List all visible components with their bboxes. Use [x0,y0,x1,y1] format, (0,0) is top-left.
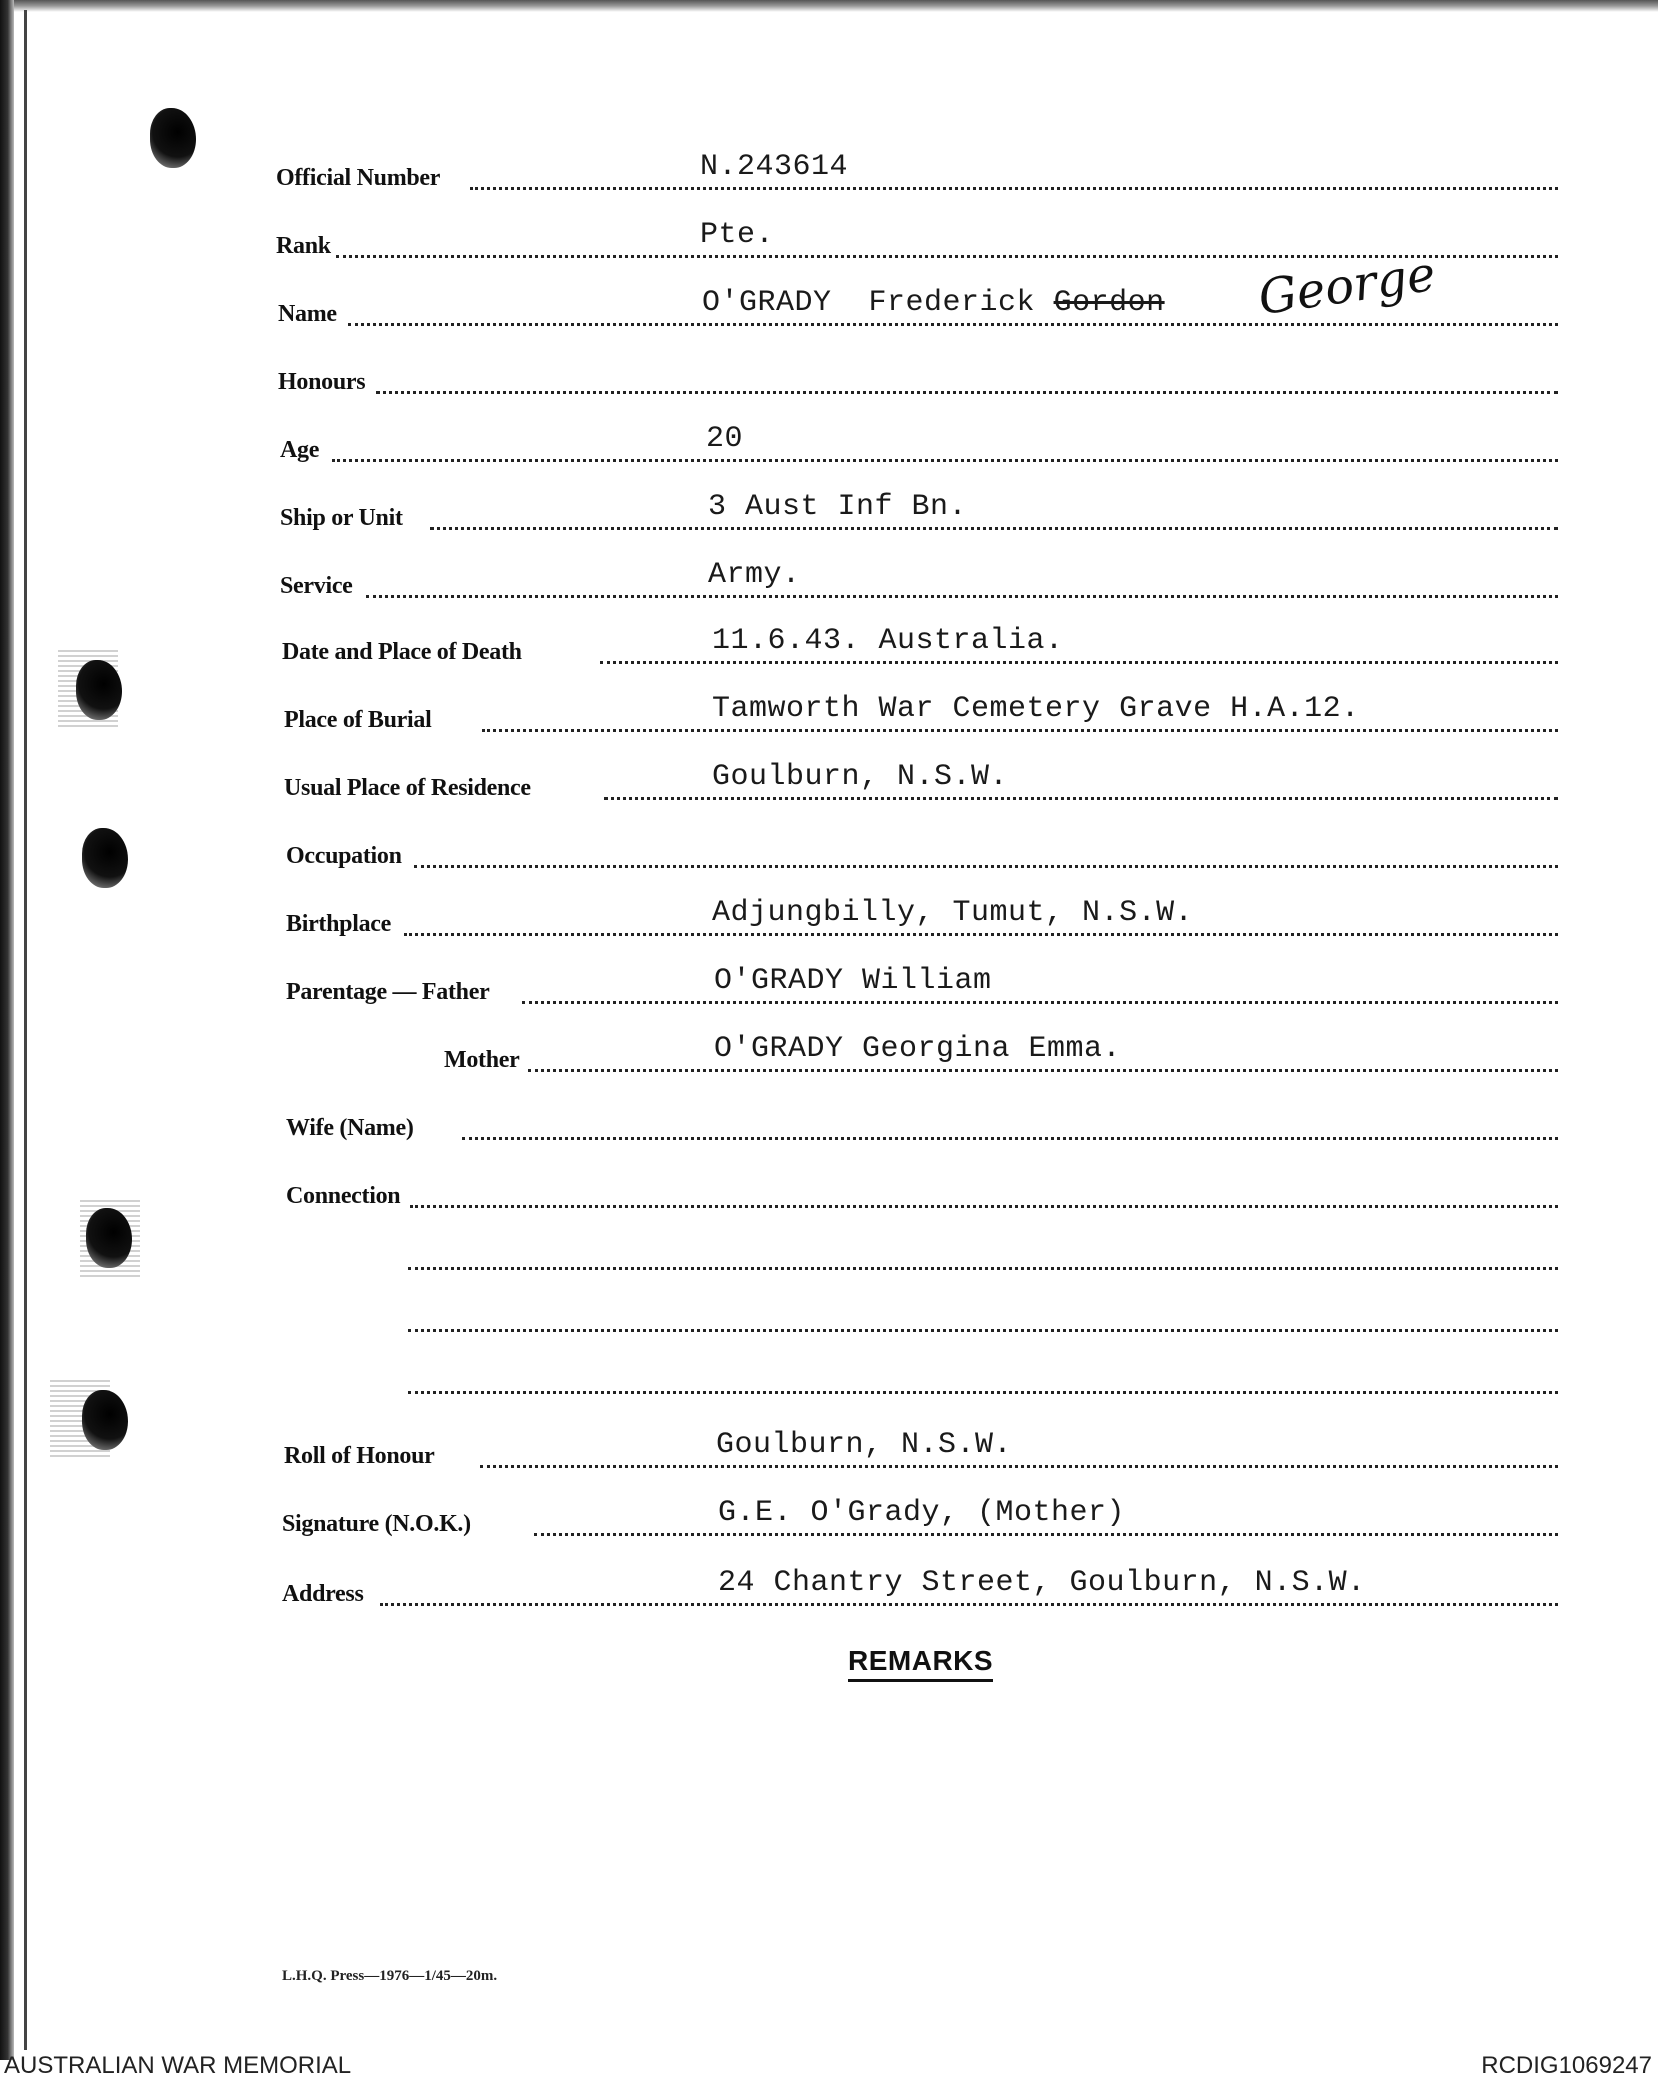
field-address [0,1554,1658,1614]
dotted-line [408,1391,1558,1394]
remarks-heading: REMARKS [848,1645,993,1682]
dotted-line [414,865,1558,868]
dotted-line [600,661,1558,664]
dotted-line [410,1205,1558,1208]
dotted-line [404,933,1558,936]
label-parentage-father: Parentage — Father [286,979,490,1005]
field-signature [0,1484,1658,1544]
field-wife [0,1088,1658,1148]
archive-credit: AUSTRALIAN WAR MEMORIAL [4,2052,352,2079]
label-name: Name [278,301,337,327]
connection-line-4 [0,1342,1658,1402]
printer-imprint: L.H.Q. Press—1976—1/45—20m. [282,1968,498,1984]
dotted-line [462,1137,1558,1140]
value-name-struck: Gordon [1053,286,1165,320]
label-usual-residence: Usual Place of Residence [284,775,531,801]
dotted-line [522,1001,1558,1004]
label-birthplace: Birthplace [286,911,391,937]
value-date-place-death: 11.6.43. Australia. [712,624,1064,658]
label-mother: Mother [444,1047,520,1073]
dotted-line [366,595,1558,598]
dotted-line [534,1533,1558,1536]
label-ship-or-unit: Ship or Unit [280,505,403,531]
field-parentage-father [0,952,1658,1012]
label-occupation: Occupation [286,843,402,869]
label-age: Age [280,437,320,463]
label-place-of-burial: Place of Burial [284,707,432,733]
dotted-line [332,459,1558,462]
value-service: Army. [708,558,801,592]
label-connection: Connection [286,1183,401,1209]
field-ship-or-unit [0,478,1658,538]
dotted-line [482,729,1558,732]
value-address: 24 Chantry Street, Goulburn, N.S.W. [718,1566,1366,1600]
label-service: Service [280,573,353,599]
label-address: Address [282,1581,364,1607]
archive-id: RCDIG1069247 [1481,2052,1652,2079]
label-roll-of-honour: Roll of Honour [284,1443,435,1469]
value-signature: G.E. O'Grady, (Mother) [718,1496,1126,1530]
connection-line-3 [0,1280,1658,1340]
label-official-number: Official Number [276,165,441,191]
value-name-text: O'GRADY Frederick [702,286,1054,320]
value-roll-of-honour: Goulburn, N.S.W. [716,1428,1013,1462]
field-usual-residence [0,748,1658,808]
field-mother [0,1020,1658,1080]
value-birthplace: Adjungbilly, Tumut, N.S.W. [712,896,1194,930]
field-service [0,546,1658,606]
field-age [0,410,1658,470]
label-signature: Signature (N.O.K.) [282,1511,471,1537]
dotted-line [430,527,1558,530]
value-ship-or-unit: 3 Aust Inf Bn. [708,490,968,524]
connection-line-2 [0,1218,1658,1278]
value-age: 20 [706,422,744,456]
scan-edge-top [0,0,1658,12]
field-birthplace [0,884,1658,944]
value-official-number: N.243614 [700,150,849,184]
field-honours [0,342,1658,402]
dotted-line [604,797,1558,800]
dotted-line [528,1069,1558,1072]
dotted-line [380,1603,1558,1606]
field-connection [0,1156,1658,1216]
field-official-number [0,138,1658,198]
label-date-place-death: Date and Place of Death [282,639,522,665]
dotted-line [408,1267,1558,1270]
value-parentage-father: O'GRADY William [714,964,992,998]
label-rank: Rank [276,233,331,259]
label-honours: Honours [278,369,366,395]
field-roll-of-honour [0,1416,1658,1476]
value-place-of-burial: Tamworth War Cemetery Grave H.A.12. [712,692,1360,726]
dotted-line [470,187,1558,190]
dotted-line [348,323,1558,326]
dotted-line [376,391,1558,394]
value-mother: O'GRADY Georgina Emma. [714,1032,1122,1066]
value-usual-residence: Goulburn, N.S.W. [712,760,1009,794]
field-date-place-death [0,612,1658,672]
value-name [702,286,1165,320]
field-occupation [0,816,1658,876]
value-name-handwritten: George [1254,245,1439,327]
dotted-line [480,1465,1558,1468]
dotted-line [408,1329,1558,1332]
label-wife: Wife (Name) [286,1115,414,1141]
field-place-of-burial [0,680,1658,740]
value-rank: Pte. [700,218,775,252]
